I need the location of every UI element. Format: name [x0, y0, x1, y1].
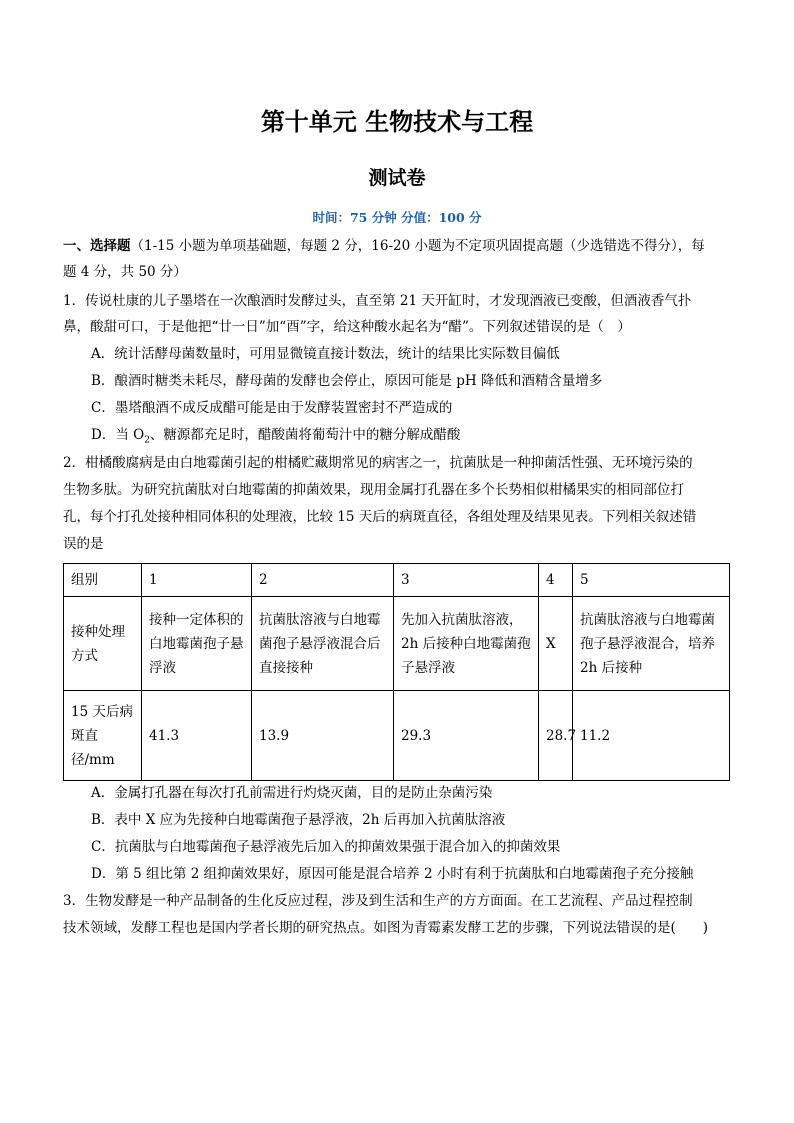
- table-cell: 组别: [64, 564, 142, 597]
- table-cell: 5: [573, 564, 730, 597]
- answer-option: A．金属打孔器在每次打孔前需进行灼烧灭菌，目的是防止杂菌污染: [91, 785, 493, 801]
- table-cell: 28.7: [539, 691, 573, 781]
- section-heading: [63, 233, 705, 259]
- table-row: [64, 597, 730, 691]
- subscript-2: 2: [144, 435, 150, 446]
- section-title: 一、选择题: [63, 238, 131, 254]
- table-cell: 1: [142, 564, 252, 597]
- answer-option: D．第 5 组比第 2 组抑菌效果好，原因可能是混合培养 2 小时有利于抗菌肽和白地霉菌孢子充分接触: [91, 866, 694, 882]
- option-d-prefix: D．当 O: [91, 427, 145, 443]
- table-cell: 11.2: [573, 691, 730, 781]
- page-title: 第十单元 生物技术与工程: [260, 107, 534, 136]
- answer-option: [91, 422, 460, 454]
- table-cell: 先加入抗菌肽溶液，2h 后接种白地霉菌孢子悬浮液: [394, 597, 539, 691]
- table-cell: X: [539, 597, 573, 691]
- answer-option: C．抗菌肽与白地霉菌孢子悬浮液先后加入的抑菌效果强于混合加入的抑菌效果: [91, 839, 561, 855]
- results-table: [63, 563, 730, 781]
- question-stem-line: 生物多肽。为研究抗菌肽对白地霉菌的抑菌效果，现用金属打孔器在多个长势相似柑橘果实的相同部位打: [63, 482, 684, 498]
- question-stem-line: 孔，每个打孔处接种相同体积的处理液，比较 15 天后的病斑直径，各组处理及结果见表。下列相关叙述错: [63, 509, 697, 525]
- answer-option: A．统计活酵母菌数量时，可用显微镜直接计数法，统计的结果比实际数目偏低: [91, 346, 560, 362]
- table-cell: 3: [394, 564, 539, 597]
- question-stem-line: 误的是: [63, 536, 104, 552]
- table-cell: 抗菌肽溶液与白地霉菌孢子悬浮液混合，培养 2h 后接种: [573, 597, 730, 691]
- table-cell: 13.9: [252, 691, 394, 781]
- question-stem-line: 技术领域，发酵工程也是国内学者长期的研究热点。如图为青霉素发酵工艺的步骤，下列说法错误的是( ): [63, 920, 709, 936]
- table-cell: 2: [252, 564, 394, 597]
- question-stem-line: 1．传说杜康的儿子墨塔在一次酿酒时发酵过头，直至第 21 天开缸时，才发现酒液已变酸，但酒液香气扑: [63, 293, 692, 309]
- table-cell: 接种处理方式: [64, 597, 142, 691]
- question-stem-line: 2．柑橘酸腐病是由白地霉菌引起的柑橘贮藏期常见的病害之一，抗菌肽是一种抑菌活性强、无环境污染的: [63, 455, 693, 471]
- table-cell: 4: [539, 564, 573, 597]
- section-note: （1-15 小题为单项基础题，每题 2 分，16-20 小题为不定项巩固提高题（少选错选不得分），每: [130, 238, 705, 254]
- time-score-info: 时间：75 分钟 分值：100 分: [312, 210, 482, 225]
- answer-option: B．表中 X 应为先接种白地霉菌孢子悬浮液，2h 后再加入抗菌肽溶液: [91, 812, 506, 828]
- table-cell: 29.3: [394, 691, 539, 781]
- table-cell: 41.3: [142, 691, 252, 781]
- option-d-suffix: 、糖源都充足时，醋酸菌将葡萄汁中的糖分解成醋酸: [149, 427, 461, 443]
- question-stem-line: 3．生物发酵是一种产品制备的生化反应过程，涉及到生活和生产的方方面面。在工艺流程、产品过程控制: [63, 893, 693, 909]
- section-note-cont: 题 4 分，共 50 分）: [63, 264, 187, 280]
- table-row: [64, 691, 730, 781]
- answer-option: B．酿酒时糖类未耗尽，酵母菌的发酵也会停止，原因可能是 pH 降低和酒精含量增多: [91, 373, 603, 389]
- table-cell: 抗菌肽溶液与白地霉菌孢子悬浮液混合后直接接种: [252, 597, 394, 691]
- table-cell: 接种一定体积的白地霉菌孢子悬浮液: [142, 597, 252, 691]
- table-row: [64, 564, 730, 597]
- table-cell: 15 天后病斑直径/mm: [64, 691, 142, 781]
- question-stem-line: 鼻，酸甜可口，于是他把“廿一日”加“酉”字，给这种酸水起名为“醋”。下列叙述错误的是（ ）: [63, 319, 631, 335]
- page-subtitle: 测试卷: [368, 167, 426, 189]
- answer-option: C．墨塔酿酒不成反成醋可能是由于发酵装置密封不严造成的: [91, 400, 453, 416]
